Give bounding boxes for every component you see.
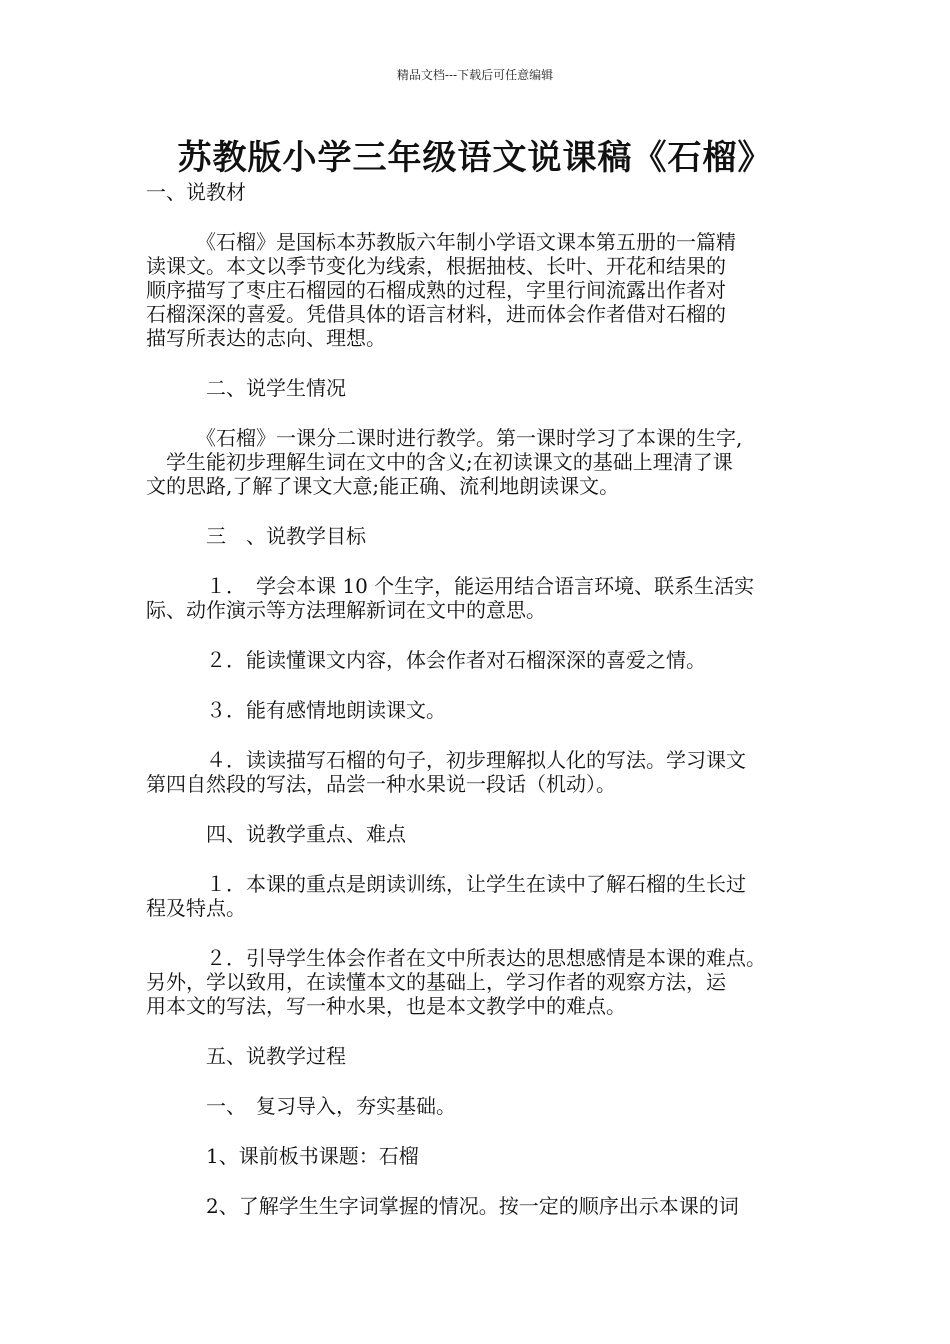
text-line: 际、动作演示等方法理解新词在文中的意思。 xyxy=(146,598,546,622)
paragraph xyxy=(146,872,810,920)
paragraph xyxy=(146,648,810,672)
text-line: 读课文。本文以季节变化为线索，根据抽枝、长叶、开花和结果的 xyxy=(146,254,726,278)
document-title: 苏教版小学三年级语文说课稿《石榴》 xyxy=(177,138,773,178)
text-line: ２．引导学生体会作者在文中所表达的思想感情是本课的难点。 xyxy=(146,946,766,970)
text-line: 一、 复习导入，夯实基础。 xyxy=(146,1094,456,1118)
paragraph xyxy=(146,230,810,350)
paragraph xyxy=(146,1194,810,1218)
text-line: 五、说教学过程 xyxy=(146,1044,346,1068)
paragraph xyxy=(146,1144,810,1168)
text-line: 第四自然段的写法，品尝一种水果说一段话（机动）。 xyxy=(146,772,616,796)
text-line: 另外，学以致用，在读懂本文的基础上，学习作者的观察方法，运 xyxy=(146,970,726,994)
text-line: ３．能有感情地朗读课文。 xyxy=(146,698,446,722)
text-line: 《石榴》一课分二课时进行教学。第一课时学习了本课的生字, xyxy=(146,426,743,450)
text-line: 石榴深深的喜爱。凭借具体的语言材料，进而体会作者借对石榴的 xyxy=(146,302,726,326)
paragraph xyxy=(146,574,810,622)
text-line: 四、说教学重点、难点 xyxy=(146,822,406,846)
text-line: 《石榴》是国标本苏教版六年制小学语文课本第五册的一篇精 xyxy=(146,230,736,254)
text-line: 1、课前板书课题：石榴 xyxy=(146,1144,419,1168)
text-line: 二、说学生情况 xyxy=(146,376,346,400)
paragraph xyxy=(146,946,810,1018)
text-line: 程及特点。 xyxy=(146,896,246,920)
text-line: 2、了解学生生字词掌握的情况。按一定的顺序出示本课的词 xyxy=(146,1194,739,1218)
paragraph xyxy=(146,524,810,548)
paragraph xyxy=(146,748,810,796)
text-line: 用本文的写法，写一种水果，也是本文教学中的难点。 xyxy=(146,994,626,1018)
section-heading xyxy=(146,180,810,204)
text-line: 描写所表达的志向、理想。 xyxy=(146,326,386,350)
text-line: 顺序描写了枣庄石榴园的石榴成熟的过程，字里行间流露出作者对 xyxy=(146,278,726,302)
paragraph xyxy=(146,1094,810,1118)
text-line: ２．能读懂课文内容，体会作者对石榴深深的喜爱之情。 xyxy=(146,648,706,672)
text-line: 学生能初步理解生词在文中的含义;在初读课文的基础上理清了课 xyxy=(146,450,733,474)
paragraph xyxy=(146,698,810,722)
text-line: 一、说教材 xyxy=(146,180,246,204)
text-line: ４．读读描写石榴的句子，初步理解拟人化的写法。学习课文 xyxy=(146,748,746,772)
paragraph xyxy=(146,822,810,846)
text-line: １． 学会本课 10 个生字，能运用结合语言环境、联系生活实 xyxy=(146,574,755,598)
header-note: 精品文档---下载后可任意编辑 xyxy=(396,68,554,82)
paragraph xyxy=(146,376,810,400)
text-line: 三 、说教学目标 xyxy=(146,524,366,548)
paragraph xyxy=(146,1044,810,1068)
text-line: 文的思路,了解了课文大意;能正确、流利地朗读课文。 xyxy=(146,474,620,498)
text-line: １．本课的重点是朗读训练，让学生在读中了解石榴的生长过 xyxy=(146,872,746,896)
paragraph xyxy=(146,426,810,498)
